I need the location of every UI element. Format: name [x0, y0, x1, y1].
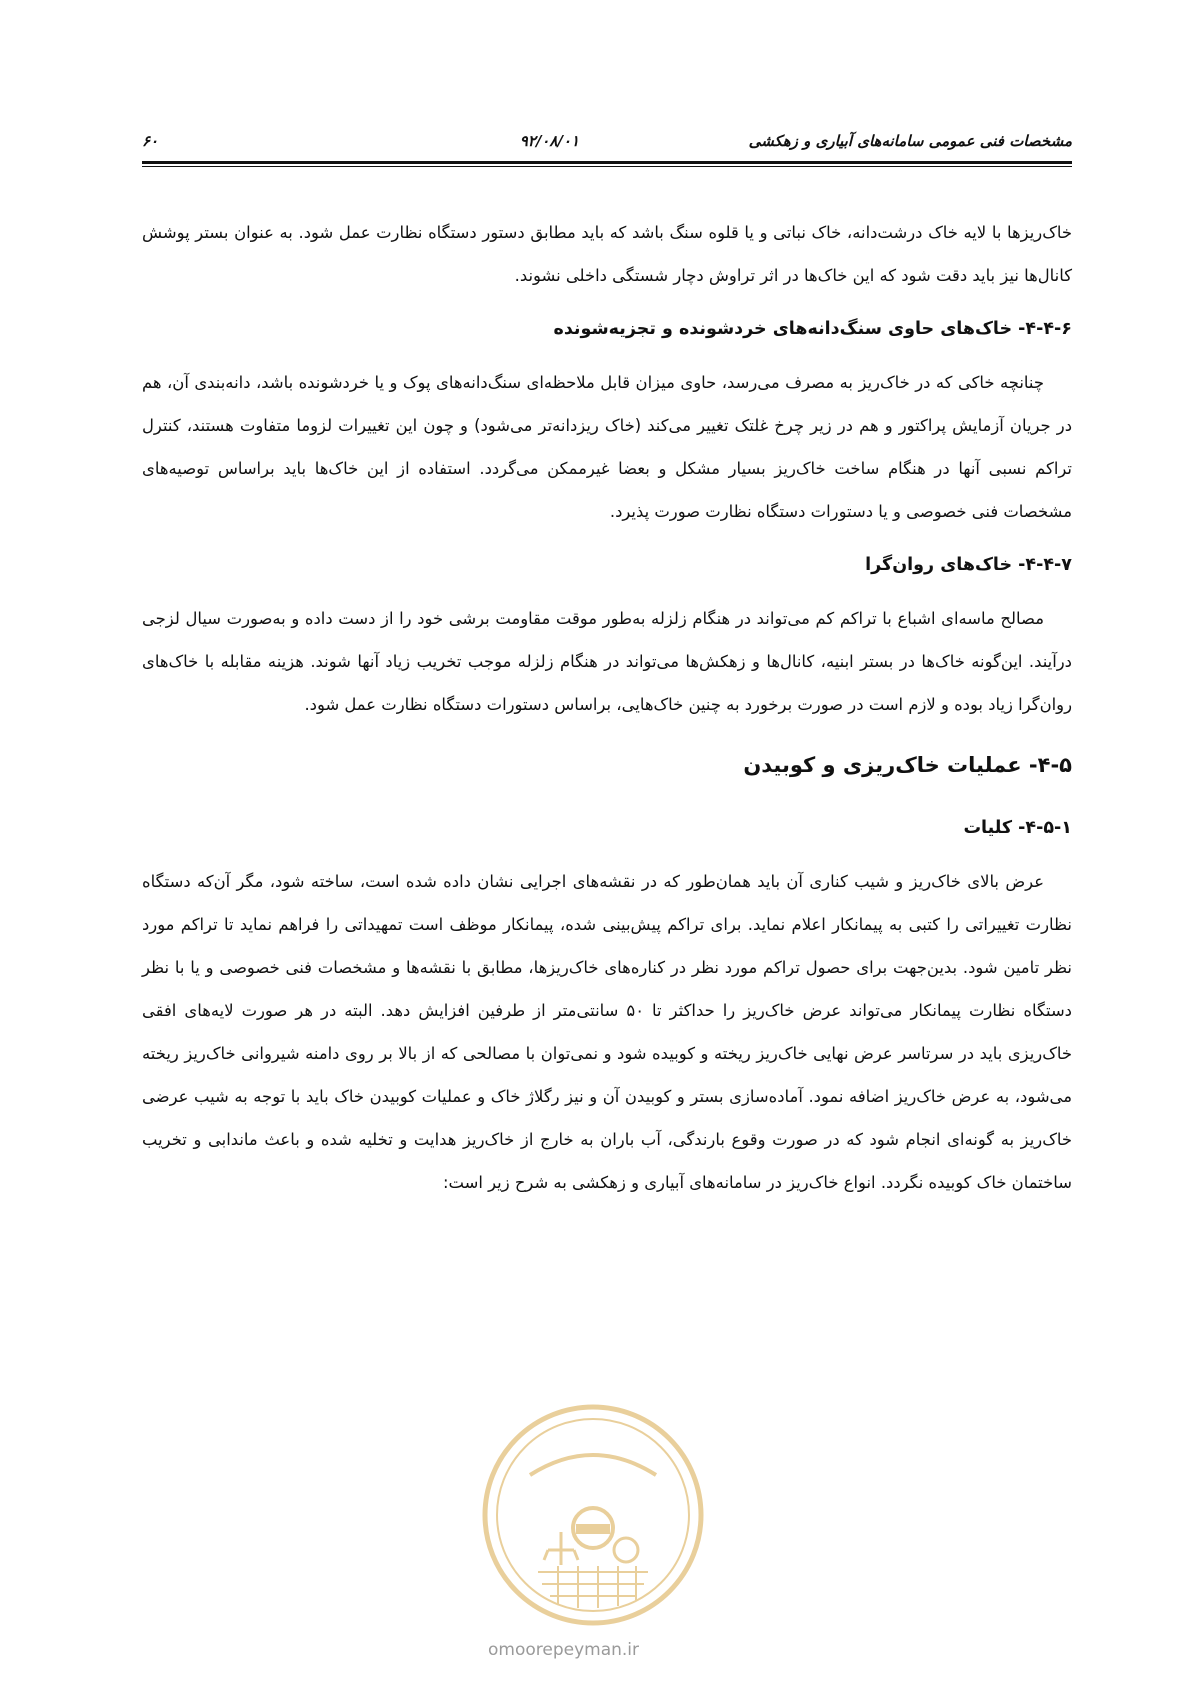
header-date: ۹۲/۰۸/۰۱	[519, 132, 579, 150]
section-heading-4-4-6: ۴-۴-۶- خاک‌های حاوی سنگ‌دانه‌های خردشونده و تجزیه‌شونده	[553, 319, 1072, 339]
watermark-url: omoorepeyman.ir	[488, 1640, 640, 1660]
section-heading-4-5: ۴-۵- عملیات خاک‌ریزی و کوبیدن	[743, 753, 1072, 777]
page-number: ۶۰	[142, 132, 159, 150]
paragraph-liquefiable-soils: مصالح ماسه‌ای اشباع با تراکم کم می‌تواند در هنگام زلزله به‌طور موقت مقاومت برشی خود را از دست داده و به‌صورت سیال لزجی درآیند. این‌گونه خاک‌ها در بستر ابنیه، کانال‌ها و زهکش‌ها می‌تواند در هنگام زلزله موجب تخریب زیاد آنها شوند. هزینه مقابله با خاک‌های روان‌گرا زیاد بوده و لازم است در صورت برخورد به چنین خاک‌هایی، براساس دستورات دستگاه نظارت عمل شود.	[142, 609, 1072, 714]
paragraph-general: عرض بالای خاک‌ریز و شیب کناری آن باید همان‌طور که در نقشه‌های اجرایی نشان داده شده است، ساخته شود، مگر آن‌که دستگاه نظارت تغییراتی را کتبی به پیمانکار اعلام نماید. برای تراکم پیش‌بینی شده، پیمانکار موظف است تمهیداتی را فراهم نماید تا تراکم مورد نظر تامین شود. بدین‌جهت برای حصول تراکم مورد نظر در کناره‌های خاک‌ریزها، مطابق با نقشه‌ها و مشخصات فنی خصوصی و یا با نظر دستگاه نظارت پیمانکار می‌تواند عرض خاک‌ریز را حداکثر تا ۵۰ سانتی‌متر از طرفین افزایش دهد. البته در هر صورت لایه‌های افقی خاک‌ریزی باید در سرتاسر عرض نهایی خاک‌ریز ریخته و کوبیده شود و نمی‌توان با مصالحی که از بالا بر روی دامنه شیروانی خاک‌ریز ریخته می‌شود، به عرض خاک‌ریز اضافه نمود. آماده‌سازی بستر و کوبیدن آن و نیز رگلاژ خاک و عملیات کوبیدن خاک باید با توجه به شیب عرضی خاک‌ریز به گونه‌ای انجام شود که در صورت وقوع بارندگی، آب باران به خارج از خاک‌ریز هدایت و تخلیه شده و باعث ماندابی و تخریب ساختمان خاک کوبیده نگردد. انواع خاک‌ریز در سامانه‌های آبیاری و زهکشی به شرح زیر است:	[142, 872, 1072, 1192]
seal-logo-icon	[478, 1400, 708, 1630]
page-header	[142, 126, 1072, 156]
section-heading-4-4-7: ۴-۴-۷- خاک‌های روان‌گرا	[865, 555, 1072, 575]
paragraph-crushable-aggregates: چنانچه خاکی که در خاک‌ریز به مصرف می‌رسد، حاوی میزان قابل ملاحظه‌ای سنگ‌دانه‌های پوک و یا خردشونده باشد، دانه‌بندی آن، هم در جریان آزمایش پراکتور و هم در زیر چرخ غلتک تغییر می‌کند (خاک ریزدانه‌تر می‌شود) و چون این تغییرات لزوما متفاوت هستند، کنترل تراکم نسبی آنها در هنگام ساخت خاک‌ریز بسیار مشکل و بعضا غیرممکن می‌گردد. استفاده از این خاک‌ها باید براساس توصیه‌های مشخصات فنی خصوصی و یا دستورات دستگاه نظارت صورت پذیرد.	[142, 373, 1072, 521]
header-title: مشخصات فنی عمومی سامانه‌های آبیاری و زهکشی	[748, 132, 1072, 150]
paragraph-intro: خاک‌ریزها با لایه خاک درشت‌دانه، خاک نباتی و یا قلوه سنگ باشد که باید مطابق دستور دستگاه نظارت عمل شود. به عنوان بستر پوشش کانال‌ها نیز باید دقت شود که این خاک‌ها در اثر تراوش دچار شستگی داخلی نشوند.	[142, 223, 1072, 285]
section-heading-4-5-1: ۴-۵-۱- کلیات	[963, 818, 1072, 838]
header-rule	[142, 161, 1072, 167]
